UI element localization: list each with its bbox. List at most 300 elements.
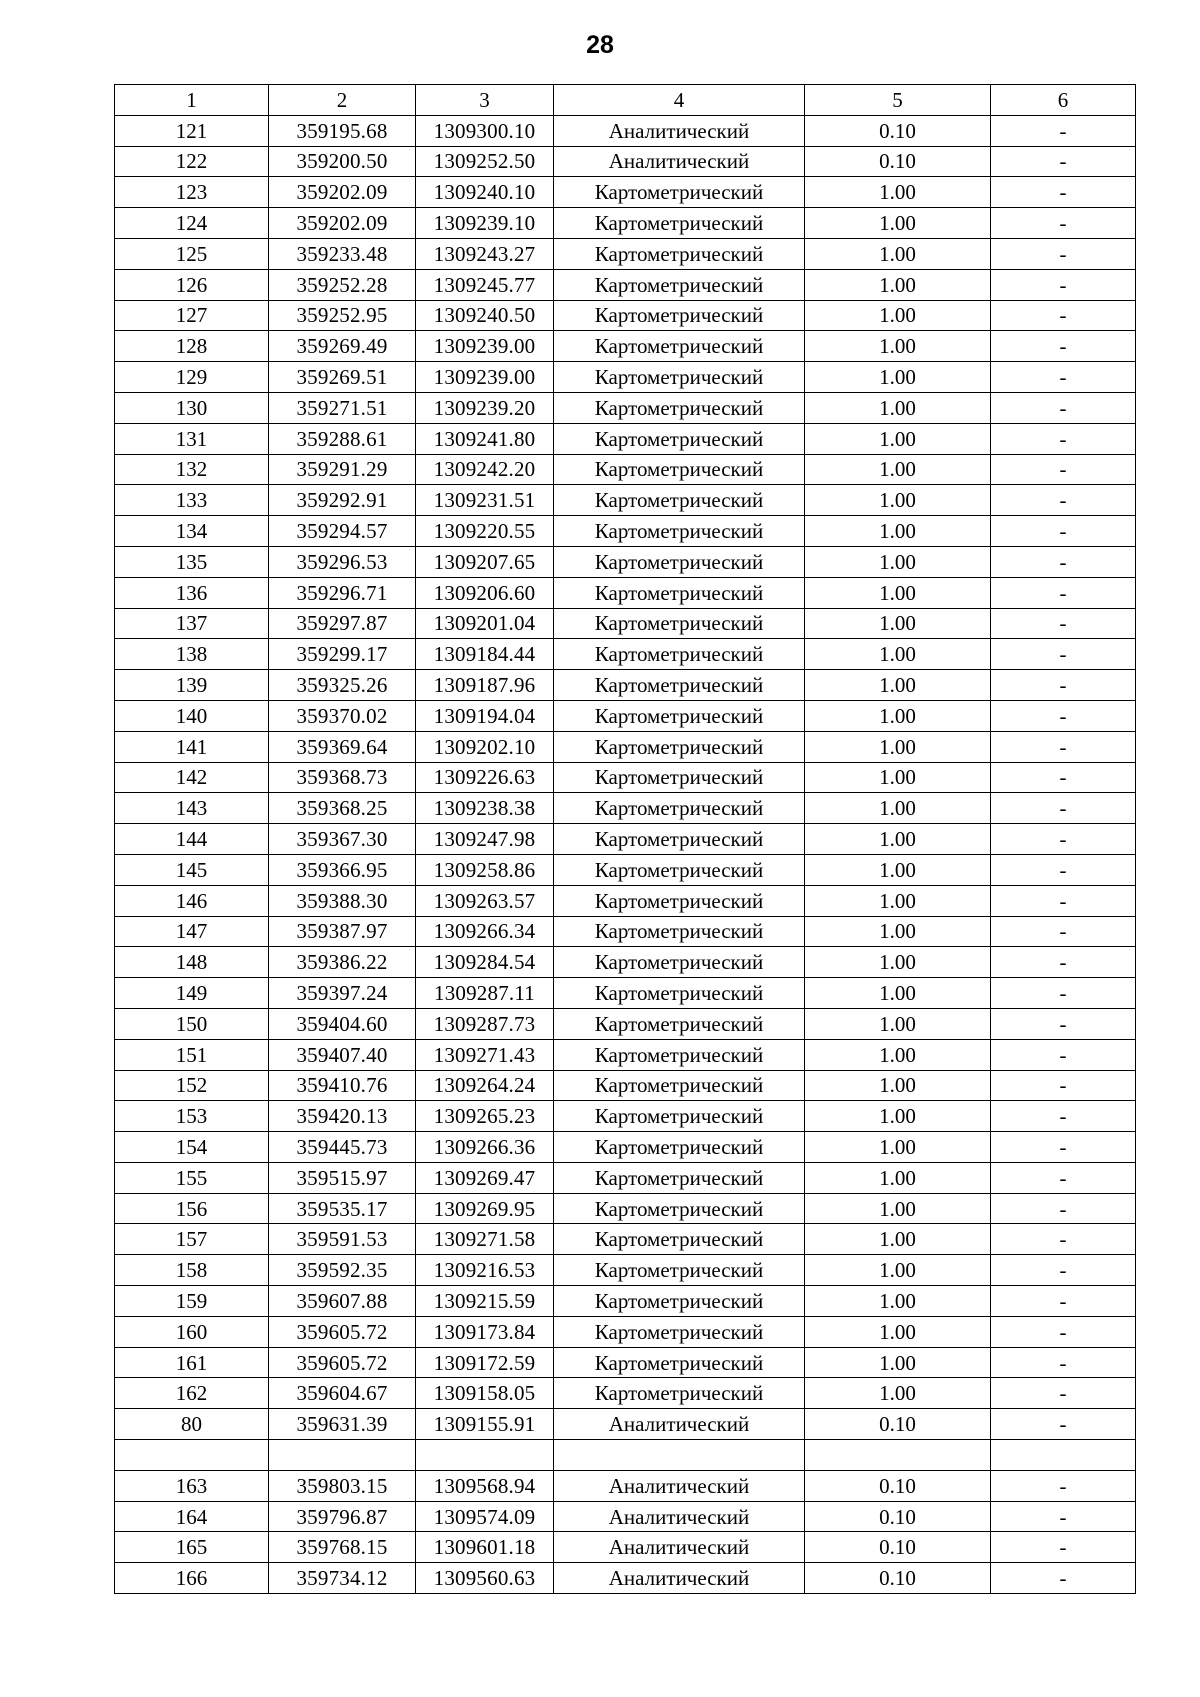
x-coordinate-cell: 359297.87 [269,608,416,639]
point-number-cell: 128 [115,331,269,362]
method-cell: Картометрический [554,392,805,423]
table-row [115,546,1136,577]
description-cell: - [991,916,1136,947]
accuracy-cell: 1.00 [805,1347,991,1378]
x-coordinate-cell: 359296.71 [269,577,416,608]
point-number-cell: 121 [115,115,269,146]
table-row [115,1440,1136,1471]
point-number-cell: 164 [115,1501,269,1532]
accuracy-cell: 0.10 [805,1532,991,1563]
x-coordinate-cell: 359397.24 [269,978,416,1009]
x-coordinate-cell: 359388.30 [269,885,416,916]
y-coordinate-cell: 1309574.09 [416,1501,554,1532]
description-cell: - [991,1070,1136,1101]
y-coordinate-cell: 1309264.24 [416,1070,554,1101]
method-cell: Картометрический [554,331,805,362]
y-coordinate-cell: 1309287.11 [416,978,554,1009]
table-row [115,146,1136,177]
method-cell: Картометрический [554,1193,805,1224]
x-coordinate-cell: 359325.26 [269,670,416,701]
accuracy-cell: 1.00 [805,1255,991,1286]
table-row [115,331,1136,362]
header-cell-6: 6 [991,85,1136,116]
table-row [115,485,1136,516]
point-number-cell: 135 [115,546,269,577]
y-coordinate-cell: 1309247.98 [416,824,554,855]
description-cell: - [991,269,1136,300]
point-number-cell: 125 [115,238,269,269]
y-coordinate-cell: 1309239.00 [416,362,554,393]
y-coordinate-cell: 1309173.84 [416,1316,554,1347]
method-cell: Картометрический [554,485,805,516]
x-coordinate-cell: 359291.29 [269,454,416,485]
description-cell: - [991,762,1136,793]
description-cell: - [991,1039,1136,1070]
y-coordinate-cell: 1309601.18 [416,1532,554,1563]
table-row [115,1563,1136,1594]
description-cell: - [991,1347,1136,1378]
point-number-cell: 132 [115,454,269,485]
y-coordinate-cell: 1309266.36 [416,1132,554,1163]
table-row [115,1039,1136,1070]
accuracy-cell: 0.10 [805,115,991,146]
x-coordinate-cell: 359299.17 [269,639,416,670]
table-row [115,1008,1136,1039]
table-row [115,1470,1136,1501]
x-coordinate-cell: 359294.57 [269,516,416,547]
description-cell: - [991,1316,1136,1347]
accuracy-cell: 1.00 [805,824,991,855]
table-row [115,824,1136,855]
table-row [115,1224,1136,1255]
method-cell: Аналитический [554,1563,805,1594]
x-coordinate-cell: 359410.76 [269,1070,416,1101]
point-number-cell: 161 [115,1347,269,1378]
method-cell: Картометрический [554,1162,805,1193]
x-coordinate-cell: 359369.64 [269,731,416,762]
y-coordinate-cell: 1309226.63 [416,762,554,793]
method-cell: Картометрический [554,1347,805,1378]
table-row [115,1255,1136,1286]
y-coordinate-cell: 1309568.94 [416,1470,554,1501]
accuracy-cell: 0.10 [805,1409,991,1440]
x-coordinate-cell: 359269.51 [269,362,416,393]
table-row [115,1101,1136,1132]
table-row [115,1132,1136,1163]
point-number-cell: 144 [115,824,269,855]
description-cell: - [991,1132,1136,1163]
point-number-cell: 156 [115,1193,269,1224]
method-cell: Картометрический [554,454,805,485]
description-cell: - [991,639,1136,670]
point-number-cell: 166 [115,1563,269,1594]
accuracy-cell: 1.00 [805,1008,991,1039]
method-cell: Картометрический [554,762,805,793]
x-coordinate-cell: 359368.73 [269,762,416,793]
point-number-cell: 122 [115,146,269,177]
point-number-cell: 152 [115,1070,269,1101]
coordinates-table [114,84,1136,1594]
x-coordinate-cell: 359796.87 [269,1501,416,1532]
accuracy-cell: 0.10 [805,146,991,177]
point-number-cell: 138 [115,639,269,670]
x-coordinate-cell: 359202.09 [269,177,416,208]
x-coordinate-cell: 359288.61 [269,423,416,454]
accuracy-cell: 1.00 [805,516,991,547]
method-cell: Аналитический [554,1470,805,1501]
table-row [115,1378,1136,1409]
y-coordinate-cell: 1309258.86 [416,854,554,885]
method-cell: Картометрический [554,269,805,300]
method-cell: Аналитический [554,115,805,146]
point-number-cell: 137 [115,608,269,639]
accuracy-cell: 1.00 [805,269,991,300]
x-coordinate-cell: 359366.95 [269,854,416,885]
method-cell: Аналитический [554,1501,805,1532]
method-cell: Картометрический [554,639,805,670]
description-cell: - [991,608,1136,639]
description-cell: - [991,362,1136,393]
point-number-cell: 154 [115,1132,269,1163]
table-row [115,1532,1136,1563]
x-coordinate-cell: 359607.88 [269,1286,416,1317]
header-cell-3: 3 [416,85,554,116]
method-cell: Картометрический [554,1132,805,1163]
table-row [115,1316,1136,1347]
y-coordinate-cell: 1309269.95 [416,1193,554,1224]
x-coordinate-cell: 359252.28 [269,269,416,300]
x-coordinate-cell: 359296.53 [269,546,416,577]
x-coordinate-cell: 359387.97 [269,916,416,947]
table-row [115,516,1136,547]
accuracy-cell: 1.00 [805,300,991,331]
table-row [115,1286,1136,1317]
point-number-cell: 139 [115,670,269,701]
y-coordinate-cell: 1309239.10 [416,208,554,239]
table-row [115,854,1136,885]
point-number-cell: 126 [115,269,269,300]
method-cell: Картометрический [554,916,805,947]
table-row [115,1347,1136,1378]
x-coordinate-cell: 359386.22 [269,947,416,978]
accuracy-cell: 1.00 [805,947,991,978]
accuracy-cell: 1.00 [805,546,991,577]
page-number: 28 [586,31,614,59]
method-cell: Картометрический [554,731,805,762]
method-cell: Картометрический [554,300,805,331]
accuracy-cell: 1.00 [805,762,991,793]
description-cell: - [991,423,1136,454]
accuracy-cell: 1.00 [805,208,991,239]
y-coordinate-cell: 1309300.10 [416,115,554,146]
point-number-cell: 148 [115,947,269,978]
point-number-cell: 123 [115,177,269,208]
point-number-cell: 157 [115,1224,269,1255]
x-coordinate-cell: 359233.48 [269,238,416,269]
x-coordinate-cell: 359420.13 [269,1101,416,1132]
point-number-cell: 131 [115,423,269,454]
table-row [115,269,1136,300]
description-cell: - [991,947,1136,978]
method-cell: Картометрический [554,978,805,1009]
method-cell: Картометрический [554,516,805,547]
accuracy-cell: 1.00 [805,608,991,639]
accuracy-cell: 1.00 [805,793,991,824]
x-coordinate-cell: 359734.12 [269,1563,416,1594]
method-cell: Картометрический [554,1316,805,1347]
y-coordinate-cell: 1309242.20 [416,454,554,485]
y-coordinate-cell: 1309560.63 [416,1563,554,1594]
x-coordinate-cell: 359592.35 [269,1255,416,1286]
point-number-cell: 140 [115,700,269,731]
coordinates-table-body [115,85,1136,1594]
table-row [115,300,1136,331]
y-coordinate-cell: 1309194.04 [416,700,554,731]
y-coordinate-cell: 1309201.04 [416,608,554,639]
y-coordinate-cell: 1309216.53 [416,1255,554,1286]
point-number-cell: 133 [115,485,269,516]
accuracy-cell: 1.00 [805,238,991,269]
point-number-cell: 130 [115,392,269,423]
x-coordinate-cell: 359367.30 [269,824,416,855]
header-cell-5: 5 [805,85,991,116]
y-coordinate-cell: 1309238.38 [416,793,554,824]
accuracy-cell: 1.00 [805,331,991,362]
y-coordinate-cell: 1309239.20 [416,392,554,423]
y-coordinate-cell: 1309271.58 [416,1224,554,1255]
description-cell: - [991,700,1136,731]
y-coordinate-cell: 1309284.54 [416,947,554,978]
point-number-cell [115,1440,269,1471]
accuracy-cell: 1.00 [805,731,991,762]
point-number-cell: 134 [115,516,269,547]
point-number-cell: 162 [115,1378,269,1409]
description-cell: - [991,1286,1136,1317]
point-number-cell: 136 [115,577,269,608]
method-cell: Картометрический [554,1255,805,1286]
method-cell: Картометрический [554,423,805,454]
y-coordinate-cell: 1309287.73 [416,1008,554,1039]
description-cell: - [991,1008,1136,1039]
table-row [115,1162,1136,1193]
table-row [115,362,1136,393]
point-number-cell: 145 [115,854,269,885]
x-coordinate-cell: 359269.49 [269,331,416,362]
accuracy-cell: 1.00 [805,1101,991,1132]
x-coordinate-cell: 359591.53 [269,1224,416,1255]
header-cell-1: 1 [115,85,269,116]
x-coordinate-cell: 359515.97 [269,1162,416,1193]
description-cell: - [991,146,1136,177]
y-coordinate-cell: 1309269.47 [416,1162,554,1193]
table-row [115,978,1136,1009]
y-coordinate-cell: 1309240.50 [416,300,554,331]
accuracy-cell: 1.00 [805,854,991,885]
accuracy-cell: 1.00 [805,639,991,670]
table-header-row [115,85,1136,116]
point-number-cell: 146 [115,885,269,916]
description-cell: - [991,793,1136,824]
description-cell: - [991,516,1136,547]
y-coordinate-cell: 1309172.59 [416,1347,554,1378]
x-coordinate-cell: 359271.51 [269,392,416,423]
table-row [115,392,1136,423]
description-cell: - [991,331,1136,362]
method-cell: Картометрический [554,177,805,208]
description-cell: - [991,1409,1136,1440]
table-row [115,1193,1136,1224]
x-coordinate-cell: 359195.68 [269,115,416,146]
description-cell: - [991,577,1136,608]
description-cell: - [991,1378,1136,1409]
point-number-cell: 149 [115,978,269,1009]
description-cell: - [991,392,1136,423]
description-cell: - [991,1563,1136,1594]
table-row [115,731,1136,762]
header-cell-4: 4 [554,85,805,116]
description-cell: - [991,177,1136,208]
method-cell: Картометрический [554,1224,805,1255]
method-cell: Картометрический [554,854,805,885]
accuracy-cell: 1.00 [805,1193,991,1224]
method-cell: Картометрический [554,1378,805,1409]
x-coordinate-cell: 359370.02 [269,700,416,731]
accuracy-cell: 1.00 [805,1162,991,1193]
table-row [115,916,1136,947]
y-coordinate-cell: 1309187.96 [416,670,554,701]
accuracy-cell: 1.00 [805,1132,991,1163]
accuracy-cell: 1.00 [805,362,991,393]
table-row [115,177,1136,208]
method-cell: Картометрический [554,793,805,824]
y-coordinate-cell: 1309207.65 [416,546,554,577]
description-cell: - [991,1470,1136,1501]
y-coordinate-cell: 1309184.44 [416,639,554,670]
accuracy-cell: 1.00 [805,1070,991,1101]
point-number-cell: 153 [115,1101,269,1132]
accuracy-cell: 1.00 [805,392,991,423]
method-cell [554,1440,805,1471]
x-coordinate-cell: 359803.15 [269,1470,416,1501]
accuracy-cell: 1.00 [805,1286,991,1317]
point-number-cell: 159 [115,1286,269,1317]
y-coordinate-cell: 1309215.59 [416,1286,554,1317]
method-cell: Картометрический [554,700,805,731]
table-row [115,670,1136,701]
x-coordinate-cell: 359535.17 [269,1193,416,1224]
point-number-cell: 160 [115,1316,269,1347]
method-cell: Картометрический [554,608,805,639]
point-number-cell: 163 [115,1470,269,1501]
description-cell: - [991,208,1136,239]
accuracy-cell: 1.00 [805,177,991,208]
y-coordinate-cell: 1309245.77 [416,269,554,300]
description-cell: - [991,300,1136,331]
table-row [115,885,1136,916]
accuracy-cell: 1.00 [805,700,991,731]
table-row [115,238,1136,269]
description-cell: - [991,1101,1136,1132]
x-coordinate-cell: 359252.95 [269,300,416,331]
accuracy-cell: 0.10 [805,1501,991,1532]
point-number-cell: 129 [115,362,269,393]
method-cell: Картометрический [554,1070,805,1101]
description-cell: - [991,1532,1136,1563]
accuracy-cell: 1.00 [805,1316,991,1347]
point-number-cell: 80 [115,1409,269,1440]
table-row [115,793,1136,824]
description-cell: - [991,1255,1136,1286]
method-cell: Картометрический [554,1039,805,1070]
description-cell [991,1440,1136,1471]
point-number-cell: 141 [115,731,269,762]
x-coordinate-cell: 359605.72 [269,1347,416,1378]
point-number-cell: 143 [115,793,269,824]
table-row [115,577,1136,608]
method-cell: Картометрический [554,208,805,239]
method-cell: Картометрический [554,546,805,577]
accuracy-cell: 1.00 [805,454,991,485]
y-coordinate-cell: 1309220.55 [416,516,554,547]
description-cell: - [991,1501,1136,1532]
description-cell: - [991,885,1136,916]
method-cell: Картометрический [554,824,805,855]
accuracy-cell: 1.00 [805,485,991,516]
description-cell: - [991,485,1136,516]
method-cell: Аналитический [554,146,805,177]
x-coordinate-cell: 359200.50 [269,146,416,177]
table-row [115,1501,1136,1532]
accuracy-cell: 0.10 [805,1563,991,1594]
table-row [115,1070,1136,1101]
table-row [115,1409,1136,1440]
y-coordinate-cell: 1309239.00 [416,331,554,362]
x-coordinate-cell: 359631.39 [269,1409,416,1440]
y-coordinate-cell: 1309241.80 [416,423,554,454]
point-number-cell: 124 [115,208,269,239]
accuracy-cell: 1.00 [805,1039,991,1070]
method-cell: Картометрический [554,362,805,393]
method-cell: Картометрический [554,670,805,701]
y-coordinate-cell: 1309240.10 [416,177,554,208]
point-number-cell: 151 [115,1039,269,1070]
description-cell: - [991,115,1136,146]
y-coordinate-cell: 1309243.27 [416,238,554,269]
x-coordinate-cell: 359202.09 [269,208,416,239]
x-coordinate-cell [269,1440,416,1471]
y-coordinate-cell: 1309271.43 [416,1039,554,1070]
y-coordinate-cell: 1309202.10 [416,731,554,762]
method-cell: Аналитический [554,1532,805,1563]
description-cell: - [991,670,1136,701]
y-coordinate-cell: 1309231.51 [416,485,554,516]
accuracy-cell: 1.00 [805,670,991,701]
table-row [115,608,1136,639]
table-row [115,762,1136,793]
table-row [115,454,1136,485]
method-cell: Картометрический [554,947,805,978]
description-cell: - [991,238,1136,269]
x-coordinate-cell: 359368.25 [269,793,416,824]
point-number-cell: 142 [115,762,269,793]
accuracy-cell: 1.00 [805,1378,991,1409]
x-coordinate-cell: 359605.72 [269,1316,416,1347]
x-coordinate-cell: 359404.60 [269,1008,416,1039]
accuracy-cell: 1.00 [805,577,991,608]
point-number-cell: 150 [115,1008,269,1039]
description-cell: - [991,1224,1136,1255]
x-coordinate-cell: 359445.73 [269,1132,416,1163]
